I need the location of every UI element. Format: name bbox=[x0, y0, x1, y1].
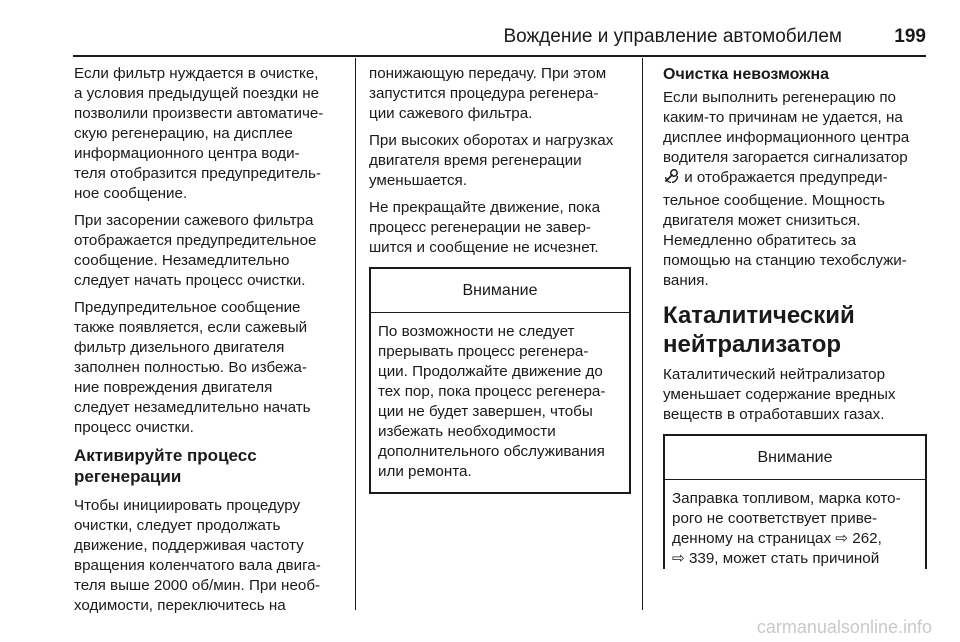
paragraph-filter-cleaning: Если фильтр нуждается в очистке, а условия предыдущей поездки не позволили произвести автоматиче- скую регенерацию, на дисплее информационного центра води- теля отобразится предупредитель- ное сообщение. bbox=[74, 65, 324, 202]
warning-box-fuel bbox=[663, 434, 927, 569]
column-3 bbox=[663, 64, 927, 569]
page-reference-link[interactable]: 339, может стать причиной bbox=[688, 550, 880, 567]
warning-body: По возможности не следует прерывать процесс регенера- ции. Продолжайте движение до тех пор, пока процесс регенера- ции не будет завершен, чтобы избежать необходимости дополнительного обслуживания или ремонта. bbox=[378, 323, 606, 480]
heading-catalytic-converter: Каталитический нейтрализатор bbox=[663, 302, 855, 358]
page-number: 199 bbox=[894, 26, 926, 47]
page-header bbox=[0, 0, 960, 58]
paragraph-initiate: Чтобы инициировать процедуру очистки, следует продолжать движение, поддерживая частоту вращения коленчатого вала двига- теля выше 2000 об/мин. При необ- ходимости, переключитесь на bbox=[74, 497, 321, 614]
watermark: carmanualsonline.info bbox=[756, 617, 932, 637]
page-ref-arrow-icon: ⇨ bbox=[835, 530, 849, 547]
column-1 bbox=[74, 64, 346, 623]
page-reference-link[interactable]: 262, bbox=[852, 530, 882, 547]
column-2 bbox=[369, 64, 631, 494]
column-divider-1 bbox=[355, 58, 356, 610]
running-title: Вождение и управление автомобилем bbox=[503, 26, 842, 47]
paragraph-downshift: понижающую передачу. При этом запустится процедура регенера- ции сажевого фильтра. bbox=[369, 65, 607, 122]
paragraph-high-revs: При высоких оборотах и нагрузках двигателя время регенерации уменьшается. bbox=[369, 132, 614, 189]
paragraph-keep-driving: Не прекращайте движение, пока процесс регенерации не завер- шится и сообщение не исчезнет. bbox=[369, 199, 601, 256]
paragraph-cleaning-impossible: Если выполнить регенерацию по каким-то причинам не удается, на дисплее информационного центра водителя загорается сигнализатор и отображается предупреди- тельное сообщение. Мощность двигателя может снизиться. Немедленно обратитесь за помощью на станцию техобслужи- вания. bbox=[663, 89, 910, 289]
page-ref-arrow-icon: ⇨ bbox=[672, 550, 685, 567]
warning-box-regeneration bbox=[369, 267, 631, 494]
heading-activate-regeneration: Активируйте процесс регенерации bbox=[74, 446, 257, 486]
header-rule bbox=[73, 55, 926, 57]
service-wrench-icon bbox=[663, 168, 680, 191]
warning-title: Внимание bbox=[665, 436, 925, 480]
warning-title: Внимание bbox=[371, 269, 629, 313]
paragraph-clogging: При засорении сажевого фильтра отображается предупредительное сообщение. Незамедлительно следует начать процесс очистки. bbox=[74, 212, 317, 289]
heading-cleaning-impossible: Очистка невозможна bbox=[663, 66, 830, 83]
paragraph-catalytic: Каталитический нейтрализатор уменьшает содержание вредных веществ в отработавших газах. bbox=[663, 366, 896, 423]
column-divider-2 bbox=[642, 58, 643, 610]
warning-body: Заправка топливом, марка кото- рого не соответствует приве- денному на страницах ⇨ 262, ⇨ 339, может стать причиной bbox=[672, 490, 901, 567]
paragraph-warning-full: Предупредительное сообщение также появляется, если сажевый фильтр дизельного двигателя заполнен полностью. Во избежа- ние повреждения двигателя следует незамедлительно начать процесс очистки. bbox=[74, 299, 311, 436]
